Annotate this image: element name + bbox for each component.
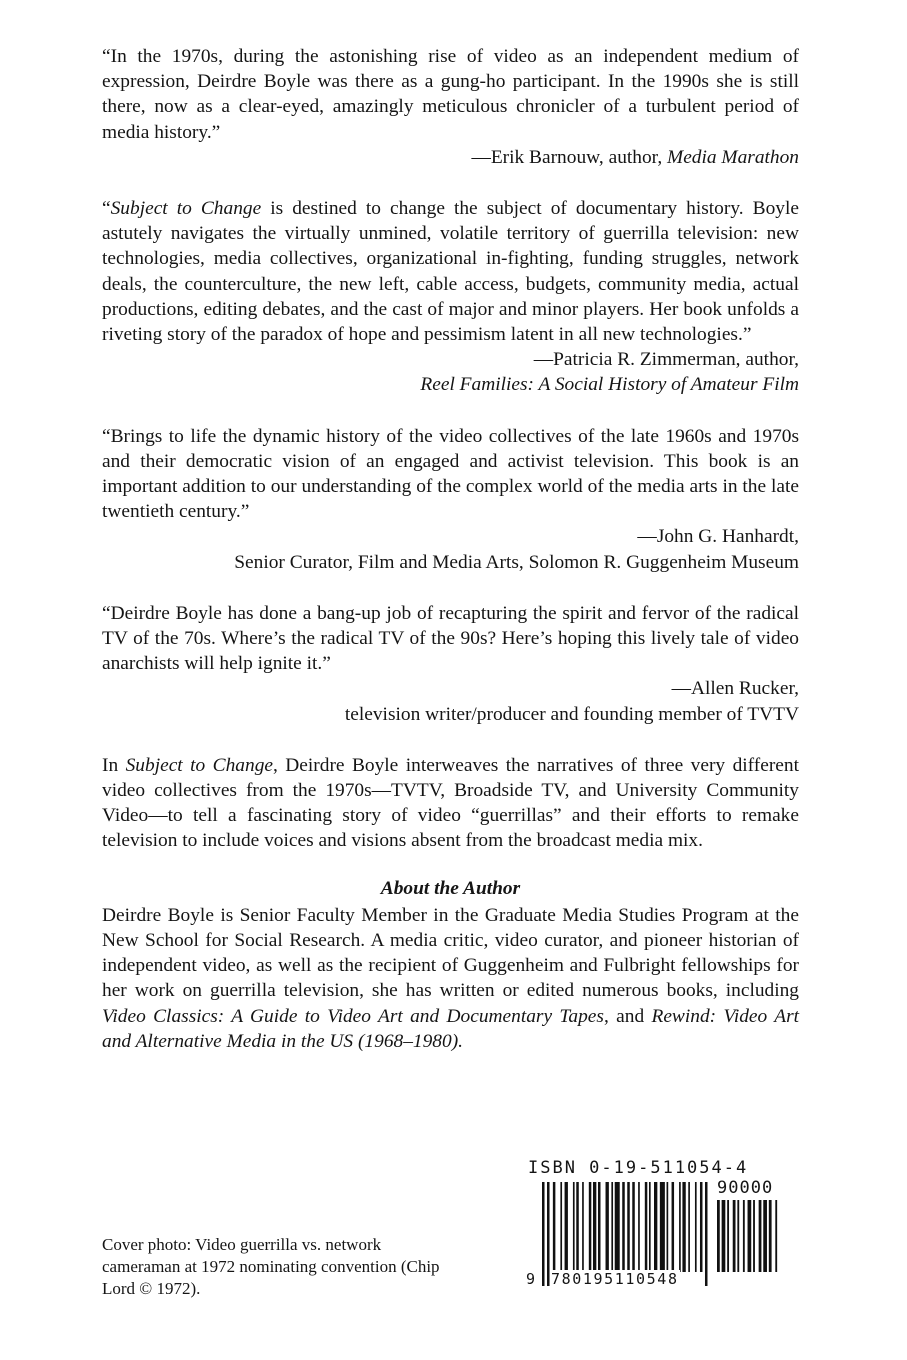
barcode-bar [582,1182,584,1272]
blurb-hanhardt [102,424,799,575]
blurb-text: “Brings to life the dynamic history of the video collectives of the late 1960s and 1970s and their democratic vision of an engaged and activist television. This book is an important addition to our understanding of the complex world of the media arts in the late twentieth century.” [102,425,799,523]
barcode-bar [688,1182,690,1272]
back-cover-text [102,44,799,1054]
barcode-bar [769,1200,772,1272]
barcode-bar [667,1182,669,1272]
barcode-bar [645,1182,648,1272]
barcode-bar [722,1200,726,1272]
barcode [520,1158,792,1300]
blurb-attribution: —Erik Barnouw, author, Media Marathon [471,146,799,168]
blurb-text: “In the 1970s, during the astonishing rise of video as an independent medium of expression, Deirdre Boyle was there as a gung-ho participant. In the 1990s she is still there, now as a clear-eyed, amazingly meticulous chronicler of a turbulent period of media history.” [102,46,799,143]
barcode-bar [775,1200,777,1272]
about-text: Deirdre Boyle is Senior Faculty Member in the Graduate Media Studies Program at the New School for Social Research. A media critic, video curator, and pioneer historian of independent video, as well as the recipient of Guggenheim and Fulbright fellowships for her work on guerrilla television, she has written or edited numerous books, including Video Classics: A Guide to Video Art and Documentary Tapes, and Rewind: Video Art and Alternative Media in the US (1968–1980). [102,904,799,1052]
barcode-bar [632,1182,635,1272]
blurb-text: “Subject to Change is destined to change the subject of documentary history. Boyle astutely navigates the virtually unmined, volatile territory of guerrilla television: new technologies, media collectives, organizational in-fighting, funding struggles, network deals, the counterculture, the new left, cable access, budgets, community media, actual productions, editing debates, and the cast of major and minor players. Her book unfolds a riveting story of the paradox of hope and pessimism latent in all new technologies.” [102,198,799,346]
description-text: In Subject to Change, Deirdre Boyle interweaves the narratives of three very different video collectives from the 1970s—TVTV, Broadside TV, and University Community Video—to tell a fascinating story of video “guerrillas” and their efforts to remake television to include voices and visions absent from the broadcast media mix. [102,754,799,852]
cover-photo-caption: Cover photo: Video guerrilla vs. network cameraman at 1972 nominating convention (Chip Lord © 1972). [102,1235,440,1298]
blurb-zimmerman [102,196,799,398]
barcode-bar [660,1182,665,1272]
blurb-barnouw [102,44,799,170]
blurb-attribution-title: Senior Curator, Film and Media Arts, Solomon R. Guggenheim Museum [234,551,799,573]
barcode-bar [553,1182,556,1272]
barcode-bar [753,1200,755,1272]
isbn-number: ISBN 0-19-511054-4 [528,1158,749,1178]
book-description [102,753,799,854]
barcode-bar [560,1182,562,1272]
ean-first-digit: 9 [526,1270,536,1288]
barcode-bar [743,1200,745,1272]
barcode-bar [606,1182,609,1272]
barcode-bar [695,1182,697,1272]
blurb-attribution: —John G. Hanhardt, [637,526,799,548]
barcode-bar [598,1182,601,1272]
barcode-bar [649,1182,651,1272]
barcode-bar [759,1200,762,1272]
ean-number: 780195110548 [551,1270,679,1288]
barcode-bar [589,1182,592,1272]
barcode-bar [542,1182,545,1286]
addon-barcode-bars [717,1200,779,1286]
about-heading: About the Author [380,877,521,899]
about-the-author [102,876,799,1054]
blurb-attribution: —Patricia R. Zimmerman, author, [533,349,799,371]
barcode-bar [672,1182,675,1272]
blurb-text: “Deirdre Boyle has done a bang-up job of recapturing the spirit and fervor of the radical TV of the 70s. Where’s the radical TV of the 90s? Here’s hoping this lively tale of video anarchists will help ignite it.” [102,602,799,675]
barcode-bar [737,1200,739,1272]
blurb-attribution-title: television writer/producer and founding member of TVTV [344,703,799,725]
barcode-bar [733,1200,736,1272]
barcode-bar [727,1200,729,1272]
blurb-attribution-source: Reel Families: A Social History of Amateur Film [420,374,799,396]
blurb-attribution: —Allen Rucker, [671,678,799,700]
price-addon-number: 90000 [717,1178,774,1198]
barcode-bar [573,1182,575,1272]
barcode-bar [593,1182,596,1272]
barcode-bar [700,1182,703,1272]
barcode-bar [611,1182,613,1272]
barcode-bar [565,1182,568,1272]
barcode-bar [615,1182,620,1272]
barcode-bar [705,1182,708,1286]
barcode-bar [654,1182,657,1272]
barcode-bar [682,1182,685,1272]
barcode-bar [763,1200,767,1272]
barcode-bar [638,1182,640,1272]
barcode-bar [576,1182,579,1272]
barcode-bar [717,1200,720,1272]
barcode-bar [679,1182,681,1272]
blurb-rucker [102,601,799,727]
barcode-bar [748,1200,752,1272]
